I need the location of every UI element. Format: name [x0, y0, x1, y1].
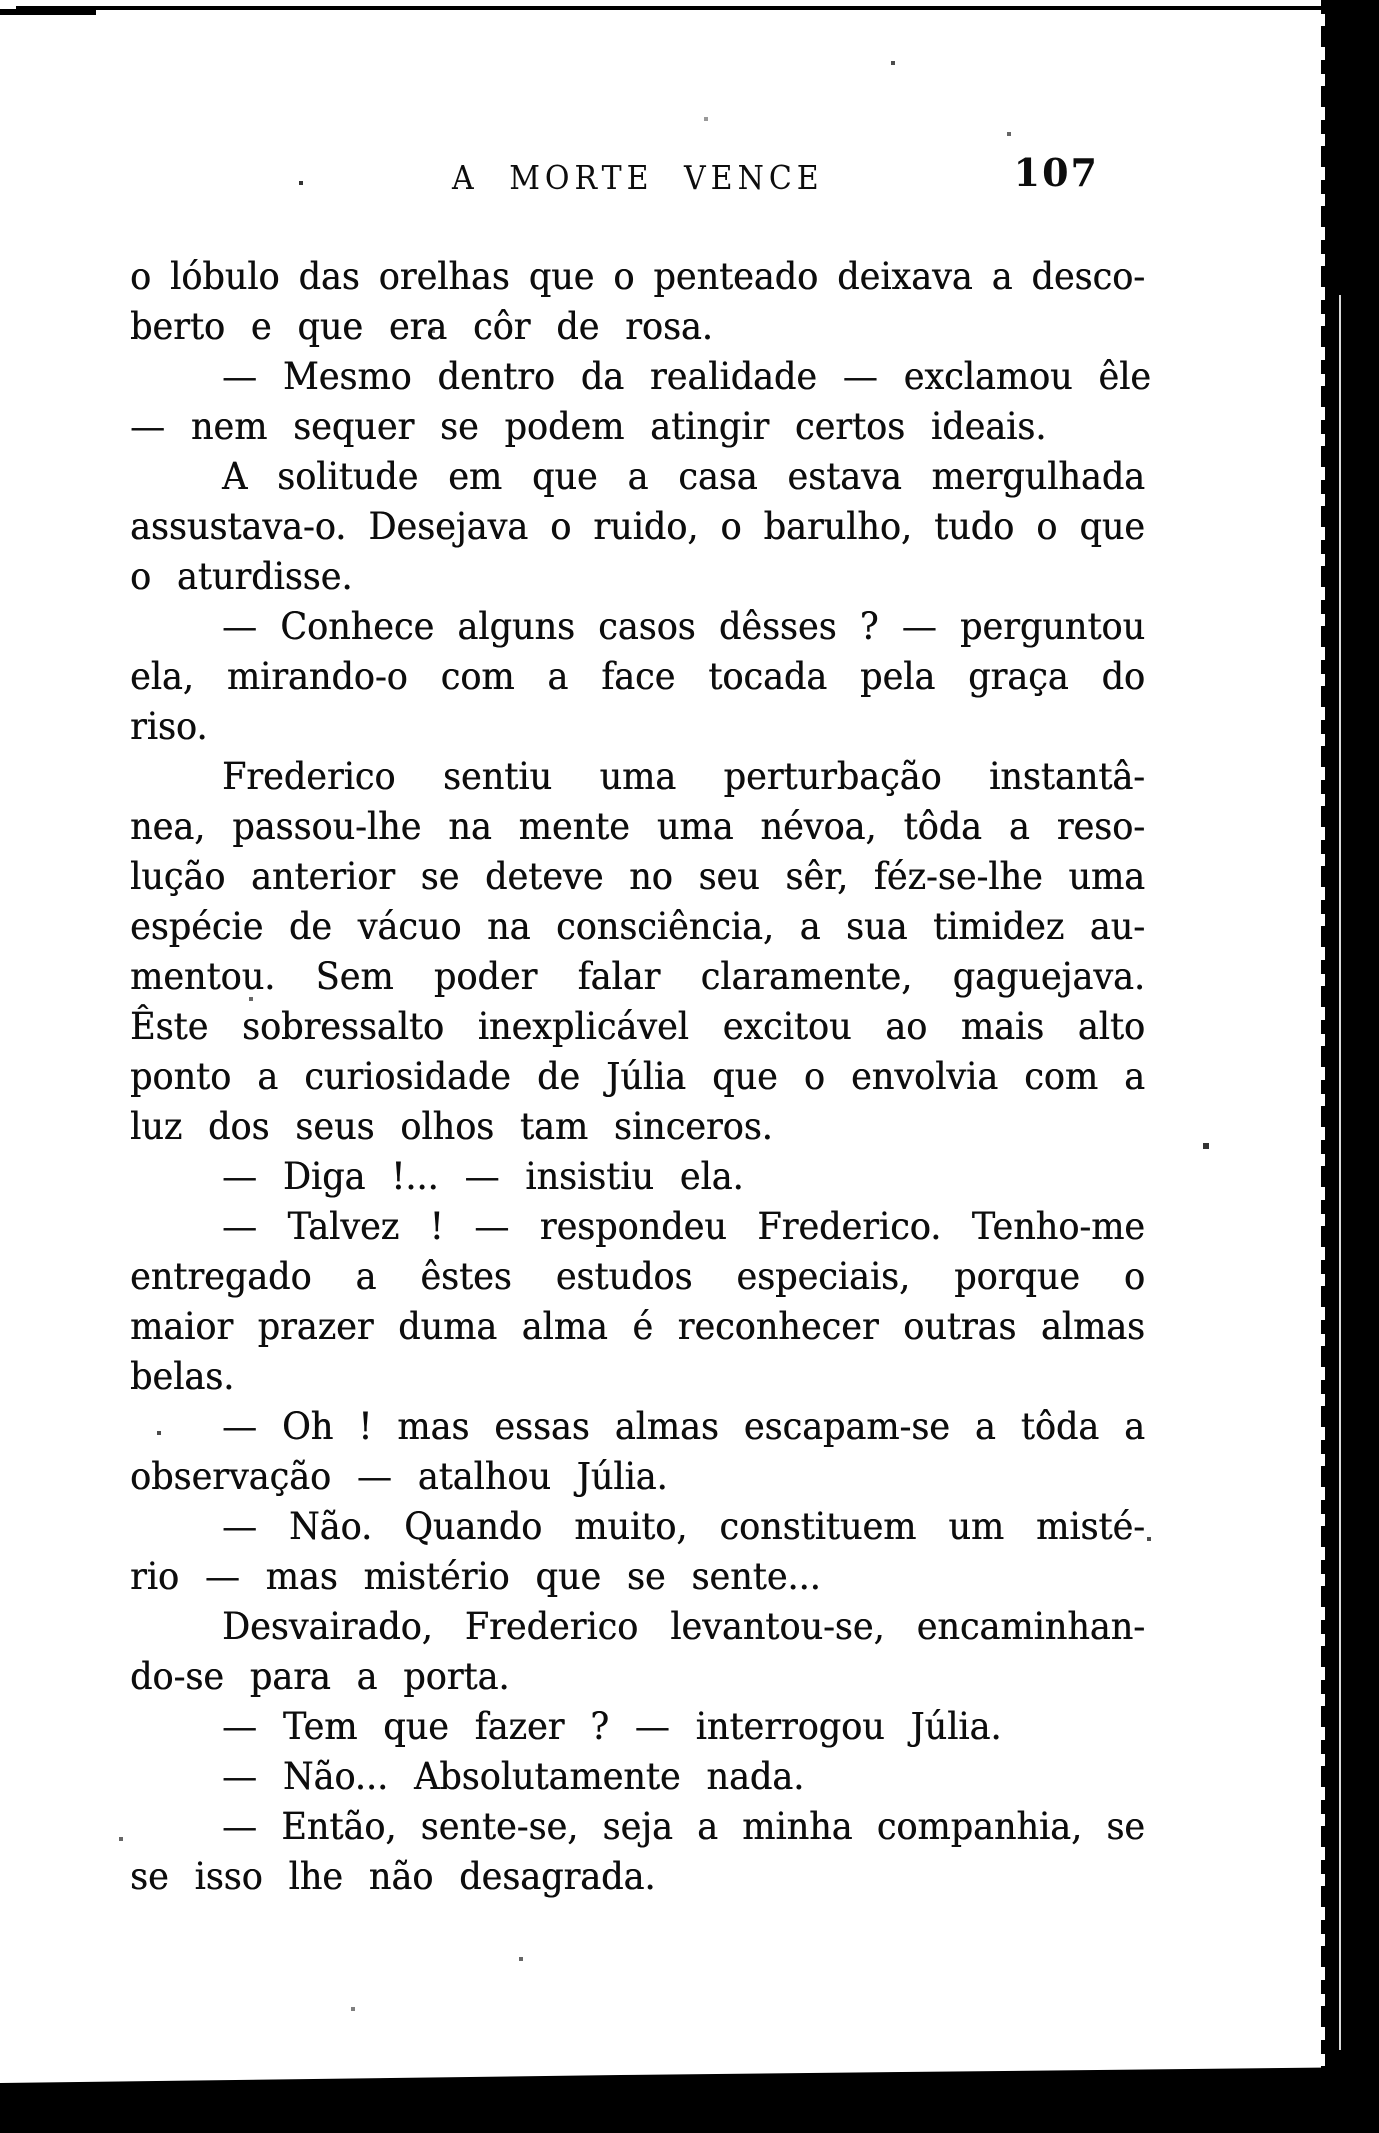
binding-crack-artifact: [1339, 295, 1341, 2050]
text-line: — Mesmo dentro da realidade — exclamou êle: [222, 355, 1151, 399]
text-line: o aturdisse.: [130, 555, 353, 599]
text-line: — Não... Absolutamente nada.: [222, 1755, 805, 1799]
text-line: mentou. Sem poder falar claramente, gaguejava.: [130, 955, 1145, 999]
text-line: assustava-o. Desejava o ruido, o barulho, tudo o que: [130, 505, 1145, 549]
running-title: A MORTE VENCE: [452, 160, 824, 198]
text-line: espécie de vácuo na consciência, a sua timidez au-: [130, 905, 1145, 949]
text-line: maior prazer duma alma é reconhecer outras almas: [130, 1305, 1145, 1349]
text-line: o lóbulo das orelhas que o penteado deixava a desco-: [130, 255, 1145, 299]
text-line: se isso lhe não desagrada.: [130, 1855, 656, 1899]
noise-speckles: [0, 0, 2, 2]
text-line: — Diga !... — insistiu ela.: [222, 1155, 744, 1199]
body-text: [130, 252, 1151, 1902]
text-line: — Oh ! mas essas almas escapam-se a tôda a: [222, 1405, 1145, 1449]
text-line: — Não. Quando muito, constituem um misté-: [222, 1505, 1145, 1549]
text-line: observação — atalhou Júlia.: [130, 1455, 668, 1499]
text-line: Êste sobressalto inexplicável excitou ao mais alto: [130, 1005, 1145, 1049]
text-line: Frederico sentiu uma perturbação instantâ-: [222, 755, 1145, 799]
text-line: lução anterior se deteve no seu sêr, féz-se-lhe uma: [130, 855, 1145, 899]
page-number: 107: [1013, 150, 1099, 195]
text-line: — Tem que fazer ? — interrogou Júlia.: [222, 1705, 1002, 1749]
text-line: nea, passou-lhe na mente uma névoa, tôda a reso-: [130, 805, 1145, 849]
scan-top-edge-artifact: [16, 6, 1346, 10]
text-line: — nem sequer se podem atingir certos ideais.: [130, 405, 1047, 449]
text-line: — Talvez ! — respondeu Frederico. Tenho-me: [222, 1205, 1145, 1249]
text-line: ela, mirando-o com a face tocada pela graça do: [130, 655, 1145, 699]
text-line: — Então, sente-se, seja a minha companhia, se: [222, 1805, 1145, 1849]
text-line: riso.: [130, 705, 208, 749]
text-line: ponto a curiosidade de Júlia que o envolvia com a: [130, 1055, 1145, 1099]
text-line: entregado a êstes estudos especiais, porque o: [130, 1255, 1145, 1299]
text-line: A solitude em que a casa estava mergulhada: [222, 455, 1145, 499]
text-line: berto e que era côr de rosa.: [130, 305, 713, 349]
text-line: belas.: [130, 1355, 235, 1399]
text-line: — Conhece alguns casos dêsses ? — perguntou: [222, 605, 1145, 649]
scan-bottom-edge-artifact: [0, 2062, 1379, 2133]
text-line: Desvairado, Frederico levantou-se, encaminhan-: [222, 1605, 1145, 1649]
text-line: rio — mas mistério que se sente...: [130, 1555, 821, 1599]
page-header: [130, 148, 1145, 208]
text-line: do-se para a porta.: [130, 1655, 510, 1699]
binding-shadow-artifact: [1325, 0, 1379, 2133]
text-line: luz dos seus olhos tam sinceros.: [130, 1105, 773, 1149]
